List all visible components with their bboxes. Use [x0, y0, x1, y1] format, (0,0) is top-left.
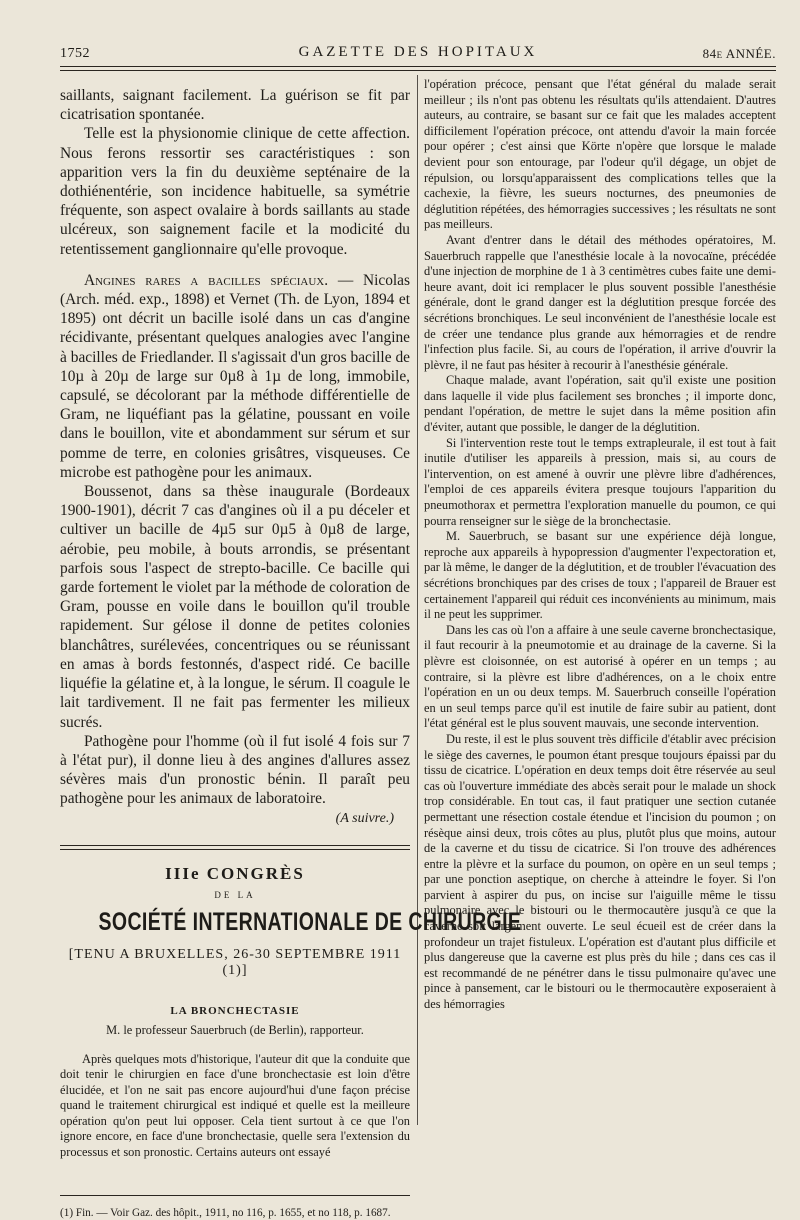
- footnote: (1) Fin. — Voir Gaz. des hôpit., 1911, no 116, p. 1655, et no 118, p. 1687.: [60, 1206, 391, 1219]
- right-paragraph: Chaque malade, avant l'opération, sait qu'il existe une position dans laquelle il vide plus facilement ses bronches ; il importe donc, pendant l'opération, de mettre le sujet dans la même position afin d'éviter, autant que possible, le danger de la déglutition.: [424, 373, 776, 435]
- right-paragraph: Si l'intervention reste tout le temps extrapleurale, il est tout à fait inutile d'utiliser les appareils à pression, mais si, au cours de l'intervention, on est amené à ouvrir une plèvre libre d'adhérences, l'emploi de ces appareils évitera presque toujours l'apparition du pneumothorax et permettra l'exploration manuelle du poumon, ce qui pourra renseigner sur le siège de la bronchectasie.: [424, 435, 776, 528]
- header-rule-bottom: [60, 70, 776, 71]
- year-label: 84e ANNÉE.: [702, 46, 776, 61]
- left-paragraph: Pathogène pour l'homme (où il fut isolé 4 fois sur 7 à l'état pur), il donne lieu à des angines d'allures assez sévères mais d'un pronostic bénin. Il paraît peu pathogène pour les animaux de laboratoire.: [60, 732, 410, 808]
- section-title: LA BRONCHECTASIE: [170, 1004, 300, 1017]
- congress-dates: [TENU A BRUXELLES, 26-30 SEPTEMBRE 1911 (1)]: [68, 946, 402, 978]
- header-rule-top: [60, 66, 776, 67]
- angines-body: — Nicolas (Arch. méd. exp., 1898) et Vernet (Th. de Lyon, 1894 et 1895) ont décrit un bacille isolé dans un cas d'angine récidivante, présentant quelques analogies avec l'angine à bacilles de Friedlander. Il s'agissait d'un gros bacille de 10µ à 20µ de large sur 0µ8 à 1µ de long, immobile, capsulé, se décolorant par la méthode différentielle de Gram, ne liquéfiant pas la gélatine, poussant en voile dans le bouillon, vite et abondamment sur sérum et sur pomme de terre, en colonies grisâtres, visqueuses. Ce microbe est pathogène pour les animaux.: [60, 271, 410, 481]
- to-be-continued: (A suivre.): [335, 810, 394, 826]
- page-number: 1752: [60, 46, 90, 61]
- right-paragraph: Dans les cas où l'on a affaire à une seule caverne bronchectasique, il faut recourir à la pneumotomie et au drainage de la caverne. Si la plèvre est cloisonnée, on est autorisé à opérer en un temps ; au contraire, si la plèvre est libre d'adhérences, on a le choix entre l'opération en un ou deux temps. M. Sauerbruch conseille l'opération en un seul temps parce qu'il est inutile de faire subir au patient, dont l'état général est le plus souvent mauvais, une seconde intervention.: [424, 622, 776, 731]
- left-column: [60, 86, 522, 1220]
- right-paragraph: Du reste, il est le plus souvent très difficile d'établir avec précision le siège des cavernes, le poumon étant presque toujours épaissi par du tissu de cicatrice. L'opération en deux temps doit être réservée au seul cas où l'ouverture immédiate des abcès serait pour le malade un shock trop considérable. En tout cas, il faut pratiquer une section cutanée permettant une résection costale étendue et l'incision du poumon ; on résèque ainsi deux, trois côtes au plus, plutôt plus que moins, autour de la caverne et du tissu de cicatrice. Si l'on trouve des adhérences entre la plèvre et la surface du poumon, on opère en un seul temps ; par une ponction aseptique, on cherche à atteindre le foyer. Si l'on parvient à aspirer du pus, on incise sur l'aiguille même le tissu pulmonaire avec le bistouri ou le thermocautère jusqu'à ce que la caverne soit largement ouverte. Le seul écueil est de créer dans la profondeur un trajet fistuleux. L'opération est d'autant plus difficile et plus dangereuse que la caverne est plus près du hile ; dans ces cas il est recommandé de ne pénétrer dans le tissu pulmonaire qu'avec une pince à pansement, car le bistouri ou le thermocautère exposeraient à des hémorragies: [424, 731, 776, 1012]
- right-column: [424, 77, 776, 1013]
- left-paragraph-angines: [60, 271, 410, 482]
- right-paragraph: l'opération précoce, pensant que l'état général du malade serait meilleur ; ils n'ont pas obtenu les résultats qu'ils attendaient. D'autres auteurs, au contraire, se basant sur ce fait que les malades acceptent difficilement l'opération précoce, ont attendu d'avoir la main forcée pour opérer ; c'est ainsi que Körte n'opère que lorsque le malade devient pour son entourage, par l'odeur qu'il dégage, un objet de répulsion, ou lorsqu'apparaissent des complications telles que la cachexie, la fièvre, les sueurs nocturnes, des pneumonies de déglutition répétées, des hémorragies successives ; les résultats ne sont pas meilleurs.: [424, 77, 776, 232]
- left-paragraph: Telle est la physionomie clinique de cette affection. Nous ferons ressortir ses caractéristiques : son apparition vers la fin du deuxième septénaire de la dothiénentérie, son incidence habituelle, sa symétrie fréquente, son aspect ovalaire à bords saillants au stade ulcéreux, son saignement facile et la modicité du retentissement ganglionnaire qu'elle provoque.: [60, 125, 410, 258]
- congress-society-title: SOCIÉTÉ INTERNATIONALE DE CHIRURGIE: [98, 907, 522, 936]
- section-heading-angines: Angines rares a bacilles spéciaux.: [84, 271, 329, 289]
- footnote-rule: [60, 1195, 410, 1196]
- section-separator: [60, 845, 410, 850]
- journal-title: GAZETTE DES HOPITAUX: [298, 44, 538, 60]
- left-paragraph: saillants, saignant facilement. La guérison se fit par cicatrisation spontanée.: [60, 87, 410, 124]
- congress-number: IIIe CONGRÈS: [165, 863, 305, 883]
- congress-de: DE LA: [214, 889, 256, 900]
- page-header: [60, 40, 776, 62]
- left-paragraph-small: Après quelques mots d'historique, l'auteur dit que la conduite que doit tenir le chirurgien en face d'une bronchectasie est loin d'être élucidée, et l'on ne sait pas encore aujourd'hui d'une façon précise quand le traitement chirurgical est indiqué et quelle est la meilleure opération qu'on peut lui opposer. Cela tient surtout à ce que l'on ignore encore, en face d'une bronchectasie, quelle sera l'extension du processus et son pronostic. Certains auteurs ont essayé: [60, 1051, 410, 1160]
- column-divider: [417, 75, 418, 1125]
- right-paragraph: Avant d'entrer dans le détail des méthodes opératoires, M. Sauerbruch rappelle que l'anesthésie locale à la novocaïne, précédée d'une injection de morphine de 1 à 3 centimètres cubes faite une demi-heure avant, doit ici remplacer le plus souvent possible l'anesthésie générale, dont le grand danger est la déglutition presque forcée des sécrétions bronchiques. Le seul inconvénient de l'anesthésie locale est de créer une tendance plus grande aux hémorragies et de rendre l'infection plus facile. Si, au cours de l'opération, il arrive d'ouvrir la plèvre, il ne faut pas hésiter à recourir à l'anesthésie générale.: [424, 232, 776, 372]
- reporter-line: M. le professeur Sauerbruch (de Berlin), rapporteur.: [106, 1022, 364, 1037]
- left-paragraph: Boussenot, dans sa thèse inaugurale (Bordeaux 1900-1901), décrit 7 cas d'angines où il a pu déceler et cultiver un bacille de 4µ5 sur 0µ5 à 0µ8 de large, aérobie, peu mobile, à bouts arrondis, se présentant parfois sous l'aspect de strepto-bacille. Ce bacille qui garde fortement le violet par la méthode de coloration de Gram, pousse en voile dans le bouillon qu'il trouble rapidement. Sur gélose il donne de petites colonies blanchâtres, surélevées, concentriques ou se réunissant en amas à bords festonnés, d'aspect ridé. Ce bacille liquéfie la gélatine et, à la longue, le sérum. Il coagule le lait tardivement. Il ne fait pas fermenter les milieux sucrés.: [60, 483, 410, 731]
- right-paragraph: M. Sauerbruch, se basant sur une expérience déjà longue, reproche aux appareils à hypopression d'augmenter l'expectoration et, par là même, le danger de la déglutition, et de troubler l'évacuation des sécrétions bronchiques par des crises de toux ; l'appareil de Brauer est certainement l'appareil qui réduit ces inconvénients au minimum, mais il ne peut les supprimer.: [424, 529, 776, 622]
